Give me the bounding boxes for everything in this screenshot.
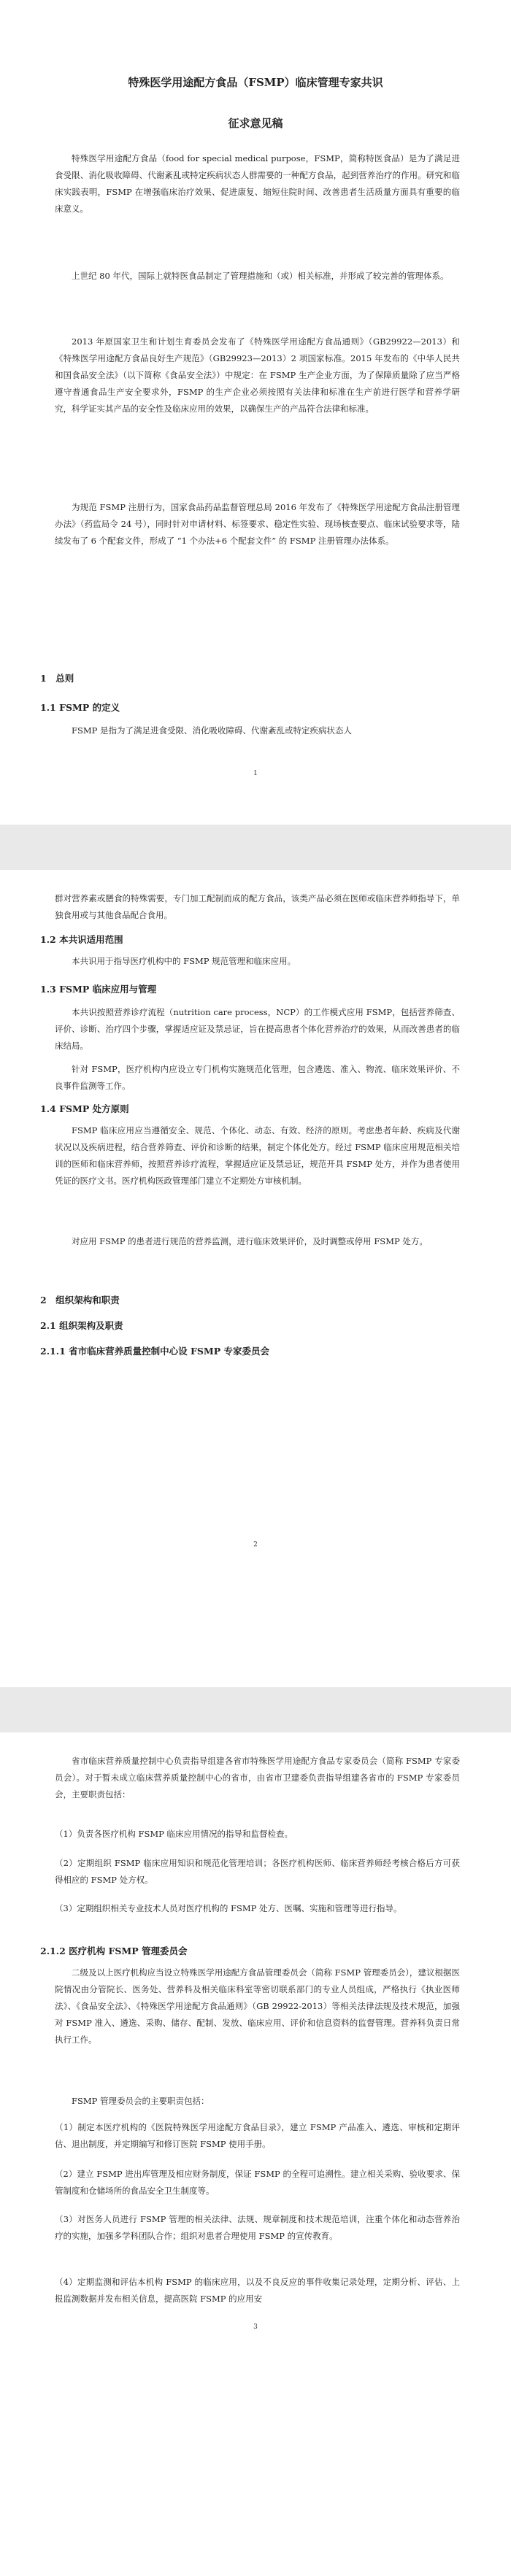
section-heading-2-1-2: 2.1.2 医疗机构 FSMP 管理委员会 [40, 1946, 188, 1956]
list-item: （2）建立 FSMP 进出库管理及相应财务制度，保证 FSMP 的全程可追溯性。建立相关采购、验收要求、保管制度和仓储场所的食品安全卫生制度等。 [55, 2169, 460, 2196]
document-page-2 [0, 870, 511, 1687]
list-item: （1）负责各医疗机构 FSMP 临床应用情况的指导和监督检查。 [55, 1829, 293, 1839]
section-heading-1-4: 1.4 FSMP 处方原则 [40, 1103, 129, 1114]
document-subtitle: 征求意见稿 [228, 117, 283, 130]
paragraph-prescription: FSMP 临床应用应当遵循安全、规范、个体化、动态、有效、经济的原则。考虑患者年龄、疾病及代谢状况以及疾病进程，结合营养筛查、评价和诊断的结果，制定个体化处方。经过 FSMP 临床应用规范相关培训的医师和临床营养师，按照营养诊疗流程，掌握适应证及禁忌证，规范开具 FSMP 处方，并作为患者使用凭证的医疗文书。医疗机构医政管理部门建立不定期处方审核机制。 [55, 1125, 460, 1186]
page-number: 2 [253, 1541, 258, 1549]
list-item: （3）对医务人员进行 FSMP 管理的相关法律、法规、规章制度和技术规范培训，注重个体化和动态营养治疗的实施，加强多学科团队合作；组织对患者合理使用 FSMP 的宣传教育。 [55, 2214, 460, 2241]
section-heading-2-1-1: 2.1.1 省市临床营养质量控制中心设 FSMP 专家委员会 [40, 1346, 269, 1357]
page-number: 1 [253, 770, 258, 777]
list-item: （4）定期监测和评估本机构 FSMP 的临床应用，以及不良反应的事件收集记录处理，定期分析、评估、上报监测数据并发布相关信息，提高医院 FSMP 的应用安 [55, 2277, 460, 2304]
list-item: （2）定期组织 FSMP 临床应用知识和规范化管理培训；各医疗机构医师、临床营养师经考核合格后方可获得相应的 FSMP 处方权。 [55, 1858, 460, 1885]
section-heading-1: 1 总则 [40, 673, 74, 684]
section-heading-2-1: 2.1 组织架构及职责 [40, 1320, 123, 1331]
paragraph-history: 上世纪 80 年代，国际上就特医食品制定了管理措施和（或）相关标准，并形成了较完善的管理体系。 [72, 271, 449, 281]
page-number: 3 [253, 2324, 258, 2331]
paragraph-intro: 特殊医学用途配方食品（food for special medical purpose，FSMP，简称特医食品）是为了满足进食受限、消化吸收障碍、代谢紊乱或特定疾病状态人群需要的一种配方食品，起到营养治疗的作用。研究和临床实践表明，FSMP 在增强临床治疗效果、促进康复、缩短住院时间、改善患者生活质量方面具有重要的临床意义。 [55, 153, 460, 214]
paragraph-ncp: 本共识按照营养诊疗流程（nutrition care process，NCP）的工作模式应用 FSMP，包括营养筛查、评价、诊断、治疗四个步骤，掌握适应证及禁忌证，旨在提高患者个体化营养治疗的效果，从而改善患者的临床结局。 [55, 1007, 460, 1051]
section-heading-1-3: 1.3 FSMP 临床应用与管理 [40, 984, 157, 995]
section-heading-1-2: 1.2 本共识适用范围 [40, 934, 123, 945]
page-gap [0, 1687, 511, 1732]
page-gap [0, 825, 511, 870]
paragraph-scope: 本共识用于指导医疗机构中的 FSMP 规范管理和临床应用。 [72, 956, 296, 966]
paragraph-monitoring: 对应用 FSMP 的患者进行规范的营养监测，进行临床效果评价，及时调整或停用 FSMP 处方。 [72, 1236, 428, 1246]
paragraph-duties-intro: FSMP 管理委员会的主要职责包括： [72, 2096, 210, 2106]
section-heading-2: 2 组织架构和职责 [40, 1295, 120, 1306]
paragraph-hospital-committee: 二级及以上医疗机构应当设立特殊医学用途配方食品管理委员会（简称 FSMP 管理委员会），建议根据医院情况由分管院长、医务处、营养科及相关临床科室等密切联系部门的专业人员组成，严格执行《执业医师法》、《食品安全法》、《特殊医学用途配方食品通则》（GB 29922-2013）等相关法律法规及技术规范，加强对 FSMP 准入、遴选、采购、储存、配制、发放、临床应用、评价和信息资料的监督管理。营养科负责日常执行工作。 [55, 1967, 460, 2045]
paragraph-registration: 为规范 FSMP 注册行为，国家食品药品监督管理总局 2016 年发布了《特殊医学用途配方食品注册管理办法》（药监局令 24 号），同时针对申请材料、标签要求、稳定性实验、现场核查要点、临床试验要求等，陆续发布了 6 个配套文件，形成了 “1 个办法+6 个配套文件” 的 FSMP 注册管理办法体系。 [55, 502, 460, 546]
paragraph-management: 针对 FSMP，医疗机构内应设立专门机构实施规范化管理，包含遴选、准入、物流、临床效果评价、不良事件监测等工作。 [55, 1064, 460, 1091]
document-page-3 [0, 1732, 511, 2576]
document-page-1 [0, 0, 511, 825]
document-title: 特殊医学用途配方食品（FSMP）临床管理专家共识 [128, 76, 383, 89]
paragraph-definition-end: 群对营养素或膳食的特殊需要，专门加工配制而成的配方食品，该类产品必须在医师或临床营养师指导下，单独食用或与其他食品配合食用。 [55, 893, 460, 920]
section-heading-1-1: 1.1 FSMP 的定义 [40, 702, 120, 713]
list-item: （1）制定本医疗机构的《医院特殊医学用途配方食品目录》，建立 FSMP 产品准入、遴选、审核和定期评估、退出制度，并定期编写和修订医院 FSMP 使用手册。 [55, 2122, 460, 2149]
paragraph-standards: 2013 年原国家卫生和计划生育委员会发布了《特殊医学用途配方食品通则》（GB29922—2013）和《特殊医学用途配方食品良好生产规范》（GB29923—2013）2 项国家标准。2015 年发布的《中华人民共和国食品安全法》（以下简称《食品安全法》）中规定：在 FSMP 生产企业方面，为了保障质量除了应当严格遵守普通食品生产安全要求外，FSMP 的生产企业必须按照有关法律和标准在生产前进行医学和营养学研究，科学证实其产品的安全性及临床应用的效果，以确保生产的产品符合法律和标准。 [55, 336, 460, 414]
paragraph-committee-intro: 省市临床营养质量控制中心负责指导组建各省市特殊医学用途配方食品专家委员会（简称 FSMP 专家委员会）。对于暂未成立临床营养质量控制中心的省市，由省市卫建委负责指导组建各省市的 FSMP 专家委员会，主要职责包括： [55, 1756, 460, 1800]
paragraph-definition-start: FSMP 是指为了满足进食受限、消化吸收障碍、代谢紊乱或特定疾病状态人 [72, 725, 353, 736]
list-item: （3）定期组织相关专业技术人员对医疗机构的 FSMP 处方、医嘱、实施和管理等进行指导。 [55, 1903, 402, 1913]
